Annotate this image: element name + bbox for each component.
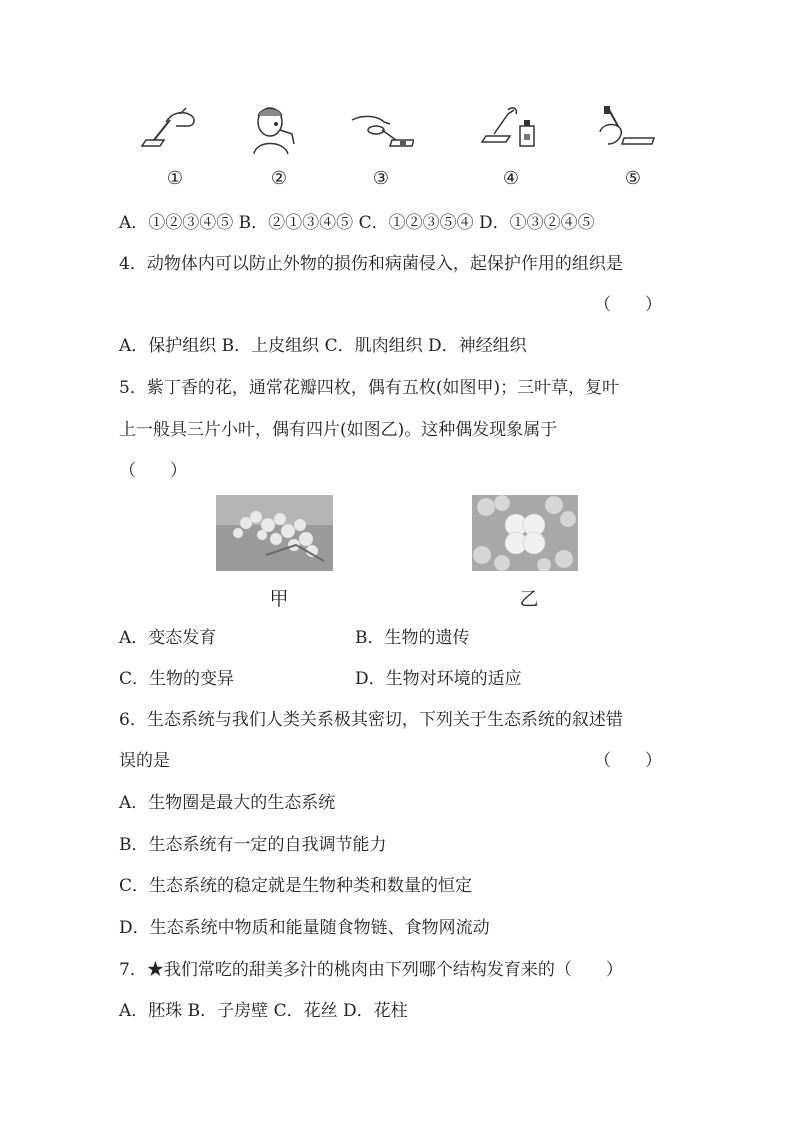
- q5-option-c: C．生物的变异: [119, 669, 235, 689]
- illustration-scrape-cheek: [246, 104, 310, 156]
- q5-stem-line1: 5．紫丁香的花，通常花瓣四枚，偶有五枚(如图甲)；三叶草，复叶: [119, 378, 620, 398]
- caption-jia: 甲: [269, 588, 289, 610]
- lilac-flower-icon: [216, 495, 333, 571]
- q5-option-b: B．生物的遗传: [355, 628, 470, 648]
- q4-options: A．保护组织 B．上皮组织 C．肌肉组织 D．神经组织: [119, 336, 527, 356]
- q5-stem-line2: 上一般具三片小叶，偶有四片(如图乙)。这种偶发现象属于: [119, 420, 558, 440]
- caption-yi: 乙: [519, 588, 539, 610]
- q4-stem: 4．动物体内可以防止外物的损伤和病菌侵入，起保护作用的组织是: [119, 254, 623, 274]
- photo-clover: [472, 495, 578, 571]
- dropper-hand-icon: [596, 104, 660, 156]
- q7-stem: 7．★我们常吃的甜美多汁的桃肉由下列哪个结构发育来的（ ）: [119, 960, 623, 980]
- illustration-cover-slip: [478, 104, 542, 156]
- illustration-stain: [596, 104, 660, 156]
- q6-option-b: B．生态系统有一定的自我调节能力: [119, 835, 387, 855]
- q6-answer-bracket: （ ）: [594, 751, 662, 771]
- q3-options: A．①②③④⑤ B．②①③④⑤ C．①②③⑤④ D．①③②④⑤: [119, 213, 595, 233]
- figure-label-1: ①: [166, 168, 184, 189]
- figure-label-2: ②: [270, 168, 288, 189]
- q7-options: A．胚珠 B．子房壁 C．花丝 D．花柱: [119, 1001, 408, 1021]
- q6-option-a: A．生物圈是最大的生态系统: [119, 793, 336, 813]
- hand-slide-icon: [350, 104, 414, 156]
- figure-label-5: ⑤: [624, 168, 642, 189]
- figure-label-4: ④: [502, 168, 520, 189]
- photo-lilac-flower: [216, 495, 333, 571]
- forceps-bottle-icon: [478, 104, 542, 156]
- q6-stem-line2: 误的是: [119, 751, 170, 771]
- illustration-drop-water: [136, 104, 200, 156]
- q5-option-d: D．生物对环境的适应: [355, 669, 522, 689]
- clover-leaf-icon: [472, 495, 578, 571]
- illustration-smear: [350, 104, 414, 156]
- q5-option-a: A．变态发育: [119, 628, 217, 648]
- q6-stem-line1: 6．生态系统与我们人类关系极其密切，下列关于生态系统的叙述错: [119, 710, 623, 730]
- q6-option-c: C．生态系统的稳定就是生物种类和数量的恒定: [119, 876, 473, 896]
- q5-answer-bracket: （ ）: [119, 461, 187, 481]
- person-cheek-icon: [246, 104, 310, 156]
- q4-answer-bracket: （ ）: [594, 295, 662, 315]
- q6-option-d: D．生态系统中物质和能量随食物链、食物网流动: [119, 918, 490, 938]
- pipette-slide-icon: [136, 104, 200, 156]
- figure-label-3: ③: [372, 168, 390, 189]
